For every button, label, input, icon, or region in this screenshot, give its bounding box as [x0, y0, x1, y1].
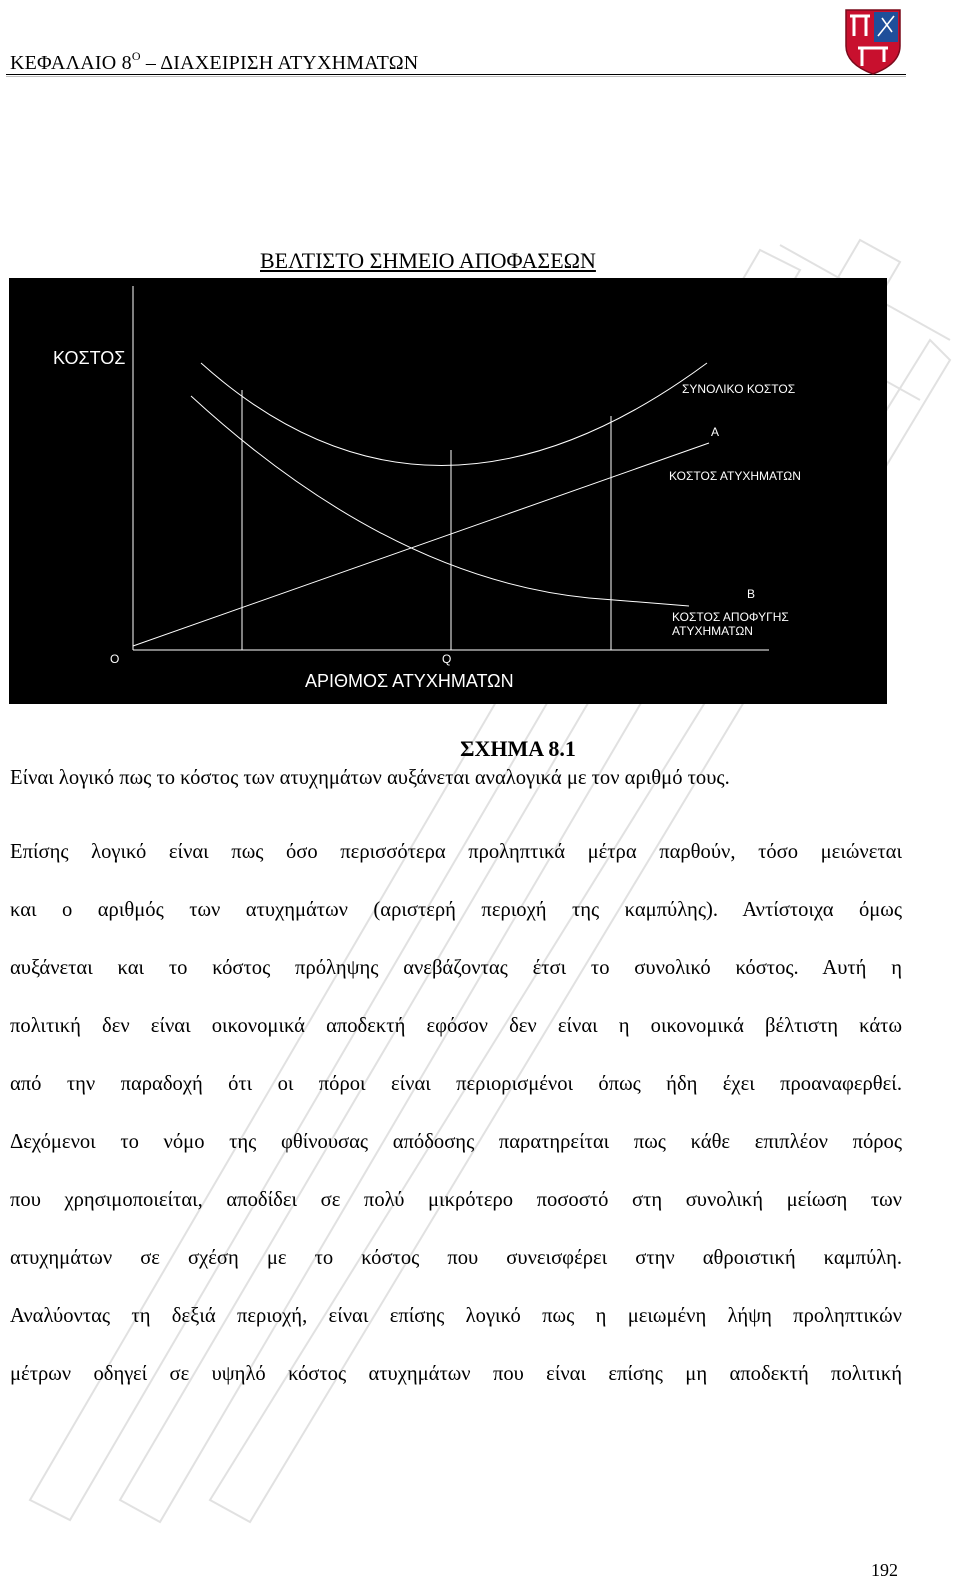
university-crest-icon [842, 6, 904, 76]
body-line: Αναλύοντας τη δεξιά περιοχή, είναι επίσης λογικό πως η μειωμένη λήψη προληπτικών [10, 1305, 902, 1327]
header-rule [6, 74, 906, 75]
body-line: που χρησιμοποιείται, αποδίδει σε πολύ μικρότερο ποσοστό στη συνολική μείωση των [10, 1189, 902, 1211]
body-line: ατυχημάτων σε σχέση με το κόστος που συνεισφέρει στην αθροιστική καμπύλη. [10, 1247, 902, 1269]
series-accident-cost [133, 443, 709, 646]
x-axis-label: ΑΡΙΘΜΟΣ ΑΤΥΧΗΜΑΤΩΝ [305, 671, 514, 691]
body-line: και ο αριθμός των ατυχημάτων (αριστερή περιοχή της καμπύλης). Αντίστοιχα όμως [10, 899, 902, 921]
cost-chart [9, 278, 887, 704]
chapter-rest: – ΔΙΑΧΕΙΡΙΣΗ ΑΤΥΧΗΜΑΤΩΝ [140, 52, 419, 74]
point-a-label: Α [711, 425, 720, 439]
series-label-avoidance-2: ΑΤΥΧΗΜΑΤΩΝ [672, 624, 753, 638]
body-line: Δεχόμενοι το νόμο της φθίνουσας απόδοσης παρατηρείται πως κάθε επιπλέον πόρος [10, 1131, 902, 1153]
body-line: αυξάνεται και το κόστος πρόληψης ανεβάζοντας έτσι το συνολικό κόστος. Αυτή η [10, 957, 902, 979]
optimum-label: Q [442, 652, 452, 666]
series-total-cost [201, 363, 707, 466]
figure-caption: ΣΧΗΜΑ 8.1 [460, 736, 576, 761]
body-line: από την παραδοχή ότι οι πόροι είναι περιορισμένοι όπως ήδη έχει προαναφερθεί. [10, 1073, 902, 1095]
body-line: Είναι λογικό πως το κόστος των ατυχημάτων αυξάνεται αναλογικά με τον αριθμό τους. [10, 767, 730, 789]
body-paragraph [10, 763, 902, 1403]
chapter-sup: Ο [131, 49, 141, 63]
series-label-avoidance-1: ΚΟΣΤΟΣ ΑΠΟΦΥΓΗΣ [672, 610, 789, 624]
page-number: 192 [871, 1560, 898, 1580]
point-b-label: Β [747, 587, 756, 601]
body-line: μέτρων οδηγεί σε υψηλό κόστος ατυχημάτων που είναι επίσης μη αποδεκτή πολιτική [10, 1363, 902, 1385]
body-line: πολιτική δεν είναι οικονομικά αποδεκτή εφόσον δεν είναι η οικονομικά βέλτιστη κάτω [10, 1015, 902, 1037]
series-label-total: ΣΥΝΟΛΙΚΟ ΚΟΣΤΟΣ [682, 382, 796, 396]
body-line: Επίσης λογικό είναι πως όσο περισσότερα προληπτικά μέτρα παρθούν, τόσο μειώνεται [10, 841, 902, 863]
series-label-accident: ΚΟΣΤΟΣ ΑΤΥΧΗΜΑΤΩΝ [669, 469, 801, 483]
cost-chart-svg [9, 278, 887, 704]
figure-heading: ΒΕΛΤΙΣΤΟ ΣΗΜΕΙΟ ΑΠΟΦΑΣΕΩΝ [260, 248, 596, 273]
series-avoidance-cost [191, 396, 689, 606]
chapter-header [10, 49, 418, 75]
origin-label: Ο [110, 652, 120, 666]
y-axis-label: ΚΟΣΤΟΣ [53, 348, 126, 368]
chapter-prefix: ΚΕΦΑΛΑΙΟ 8 [10, 52, 132, 74]
